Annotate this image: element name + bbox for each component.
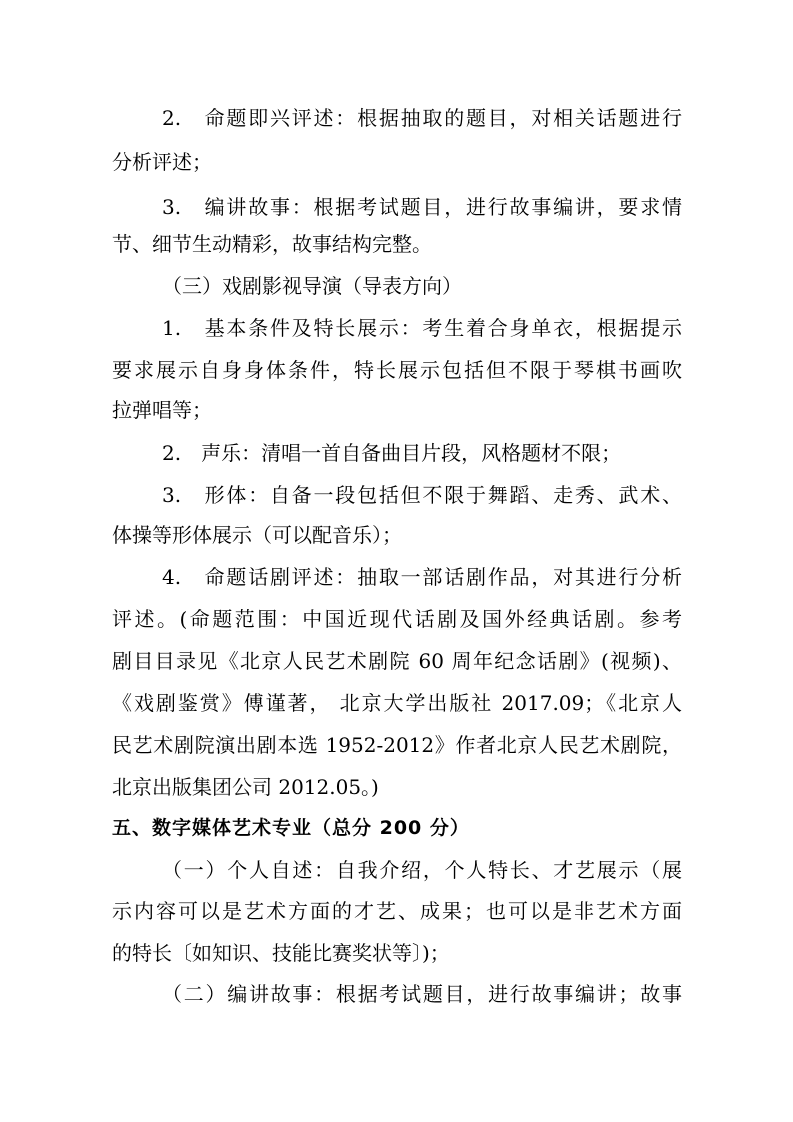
text-line-6: 1. 基本条件及特长展示：考生着合身单衣，根据提示 <box>162 316 682 340</box>
text-line-15: 《戏剧鉴赏》傅谨著， 北京大学出版社 2017.09；《北京人 <box>112 691 682 715</box>
text-line-19: （一）个人自述：自我介绍，个人特长、才艺展示（展 <box>162 858 682 882</box>
text-line-12: 4. 命题话剧评述：抽取一部话剧作品，对其进行分析 <box>162 565 682 589</box>
section-heading-5: 五、数字媒体艺术专业（总分 200 分） <box>112 817 470 839</box>
text-line-17: 北京出版集团公司 2012.05。) <box>112 775 379 799</box>
text-line-7: 要求展示自身身体条件，特长展示包括但不限于琴棋书画吹 <box>112 358 682 382</box>
text-line-9: 2. 声乐：清唱一首自备曲目片段，风格题材不限； <box>162 441 622 465</box>
text-line-3: 3. 编讲故事：根据考试题目，进行故事编讲，要求情 <box>162 195 682 219</box>
text-line-13: 评述。(命题范围：中国近现代话剧及国外经典话剧。参考 <box>112 607 682 631</box>
section-heading-3: （三）戏剧影视导演（导表方向） <box>162 274 462 298</box>
text-line-8: 拉弹唱等； <box>112 398 212 422</box>
text-line-14: 剧目目录见《北京人民艺术剧院 60 周年纪念话剧》(视频)、 <box>112 649 682 673</box>
text-line-22: （二）编讲故事：根据考试题目，进行故事编讲；故事 <box>162 982 682 1006</box>
text-line-2: 分析评述； <box>112 150 212 174</box>
text-line-1: 2. 命题即兴评述：根据抽取的题目，对相关话题进行 <box>162 106 682 130</box>
text-line-20: 示内容可以是艺术方面的才艺、成果；也可以是非艺术方面 <box>112 899 682 923</box>
text-line-10: 3. 形体：自备一段包括但不限于舞蹈、走秀、武术、 <box>162 483 682 507</box>
text-line-16: 民艺术剧院演出剧本选 1952-2012》作者北京人民艺术剧院， <box>112 733 682 757</box>
text-line-21: 的特长〔如知识、技能比赛奖状等〕)； <box>112 941 450 965</box>
text-line-11: 体操等形体展示（可以配音乐）； <box>112 523 402 547</box>
text-line-4: 节、细节生动精彩，故事结构完整。 <box>112 232 432 256</box>
